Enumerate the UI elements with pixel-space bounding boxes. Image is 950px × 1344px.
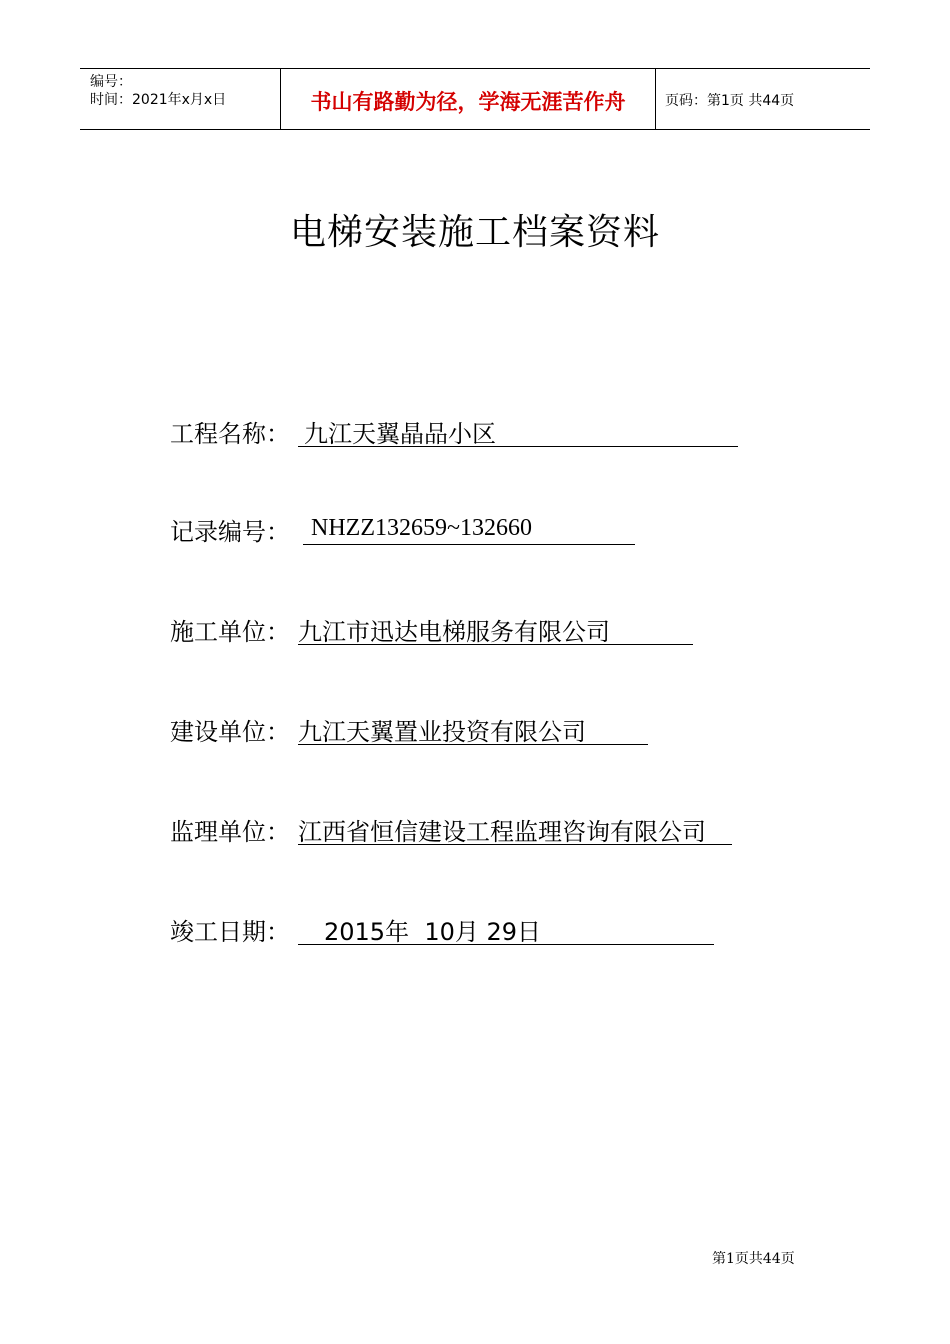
completion-date-value: 2015年 10月 29日	[298, 912, 714, 945]
construction-unit-label: 施工单位：	[170, 618, 290, 646]
time-label: 时间：2021年x月x日	[90, 92, 227, 108]
owner-unit-value: 九江天翼置业投资有限公司	[298, 712, 648, 745]
document-title: 电梯安装施工档案资料	[289, 212, 660, 253]
record-number-label: 记录编号：	[170, 518, 290, 546]
header-left-cell	[80, 69, 280, 129]
number-label: 编号：	[90, 74, 132, 90]
page-header	[80, 68, 870, 130]
supervision-unit-label: 监理单位：	[170, 818, 290, 846]
record-number-value: NHZZ132659~132660	[303, 512, 635, 545]
owner-unit-label: 建设单位：	[170, 718, 290, 746]
header-right-cell	[655, 69, 870, 129]
header-motto-cell	[280, 69, 656, 129]
project-name-label: 工程名称：	[170, 420, 290, 448]
construction-unit-value: 九江市迅达电梯服务有限公司	[298, 612, 693, 645]
footer-page-number: 第1页共44页	[712, 1251, 795, 1267]
project-name-value: 九江天翼晶品小区	[298, 414, 738, 447]
motto-text: 书山有路勤为径，学海无涯苦作舟	[310, 90, 626, 114]
header-page-label: 页码：第1页 共44页	[665, 93, 795, 109]
supervision-unit-value: 江西省恒信建设工程监理咨询有限公司	[298, 812, 732, 845]
completion-date-label: 竣工日期：	[170, 918, 290, 946]
